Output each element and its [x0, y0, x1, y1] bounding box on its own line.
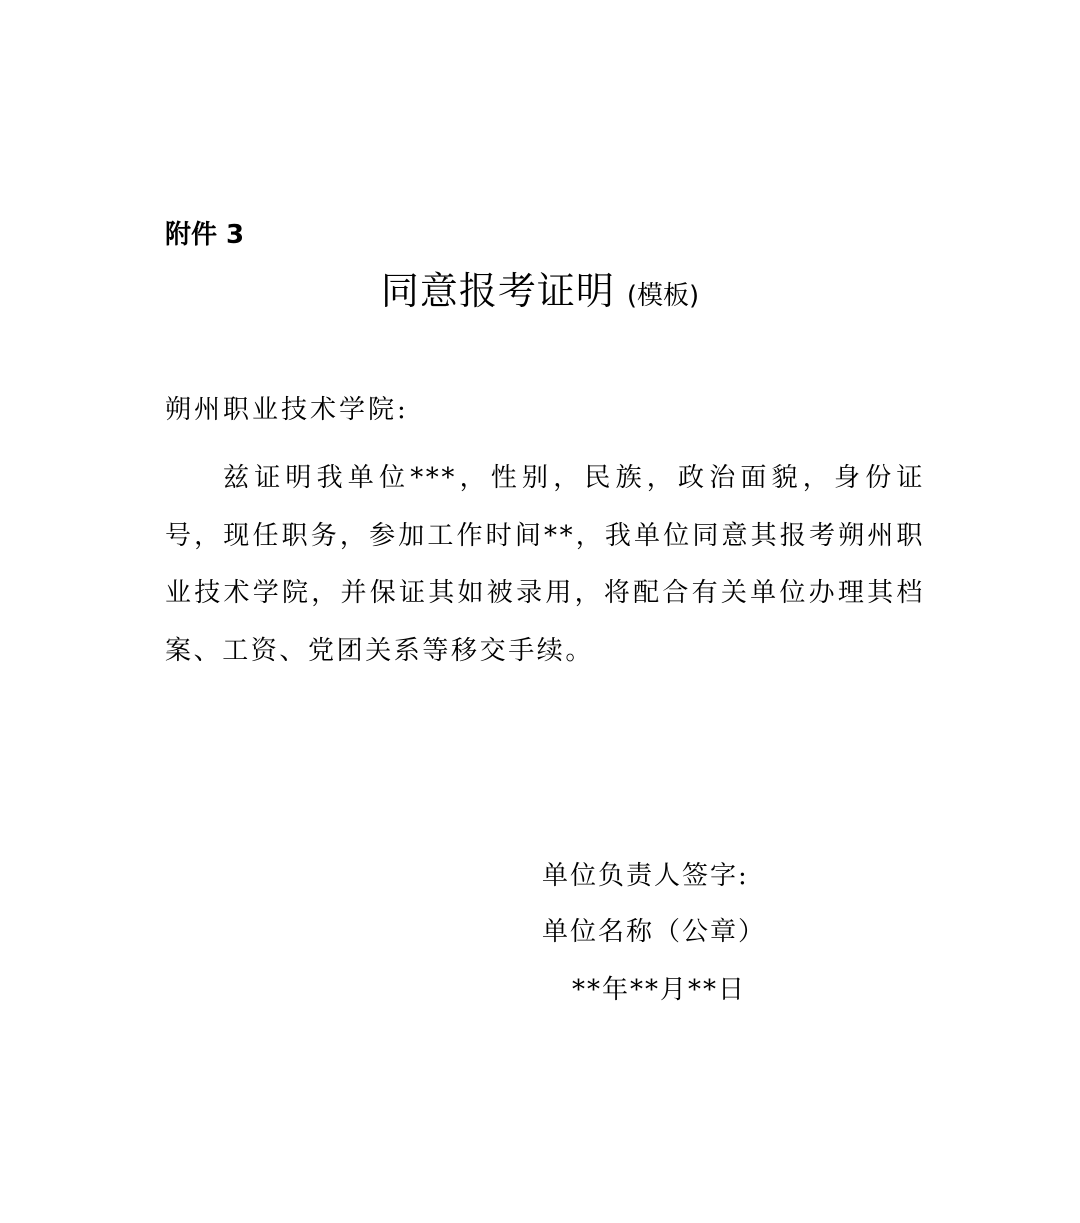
body-paragraph: 兹证明我单位***，性别，民族，政治面貌，身份证号，现任职务，参加工作时间**，我单位同意其报考朔州职业技术学院，并保证其如被录用，将配合有关单位办理其档案、工资、党团关系等移交手续。	[165, 463, 925, 666]
unit-name-seal-line: 单位名称（公章）	[542, 917, 767, 947]
attachment-label: 附件 3	[165, 220, 245, 250]
date-line: **年**月**日	[572, 975, 747, 1005]
title-suffix: (模板)	[626, 281, 700, 311]
document-title	[0, 266, 1080, 316]
title-main: 同意报考证明	[380, 269, 615, 313]
addressee: 朔州职业技术学院:	[165, 395, 409, 425]
leader-signature-line: 单位负责人签字:	[542, 861, 749, 891]
